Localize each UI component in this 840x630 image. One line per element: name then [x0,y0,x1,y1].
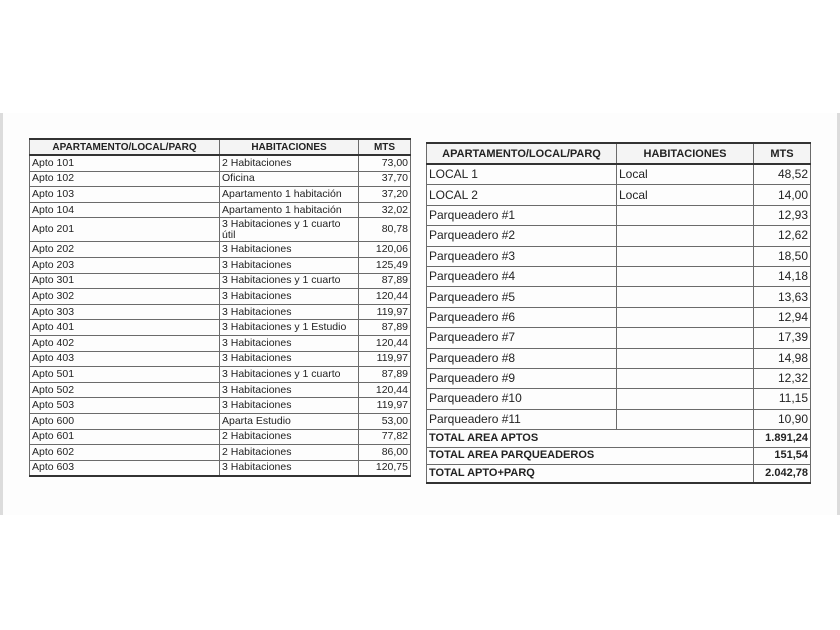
unit-cell: Apto 102 [30,171,220,187]
area-cell: 48,52 [754,164,811,185]
table-row [30,351,411,367]
rooms-cell: 3 Habitaciones [220,289,359,305]
rooms-cell: 3 Habitaciones [220,304,359,320]
table-row [30,382,411,398]
table-row [427,266,811,286]
total-row [427,465,811,483]
column-header: APARTAMENTO/LOCAL/PARQ [427,143,617,164]
unit-cell: Apto 501 [30,367,220,383]
area-cell: 10,90 [754,409,811,429]
table-row [427,164,811,185]
table-row [427,287,811,307]
unit-cell: Apto 600 [30,413,220,429]
area-cell: 86,00 [359,445,411,461]
table-header-row [30,139,411,155]
rooms-cell [617,368,754,388]
table-row [30,320,411,336]
unit-cell: Apto 201 [30,218,220,242]
table-row [30,187,411,203]
table-row [30,257,411,273]
unit-cell: Apto 602 [30,445,220,461]
table-row [427,205,811,225]
area-cell: 119,97 [359,398,411,414]
column-header: MTS [359,139,411,155]
unit-cell: Parqueadero #6 [427,307,617,327]
apartments-table [29,138,411,477]
area-cell: 14,18 [754,266,811,286]
column-header: HABITACIONES [617,143,754,164]
table-row [30,289,411,305]
table-row [427,226,811,246]
area-cell: 125,49 [359,257,411,273]
table-row [427,185,811,205]
column-header: MTS [754,143,811,164]
area-cell: 120,44 [359,382,411,398]
area-cell: 53,00 [359,413,411,429]
rooms-cell: 3 Habitaciones y 1 Estudio [220,320,359,336]
column-header: APARTAMENTO/LOCAL/PARQ [30,139,220,155]
area-cell: 73,00 [359,155,411,171]
total-value: 151,54 [754,447,811,465]
unit-cell: Parqueadero #4 [427,266,617,286]
locales-parking-table [426,142,811,484]
unit-cell: Parqueadero #10 [427,389,617,409]
table-row [30,155,411,171]
rooms-cell: 3 Habitaciones [220,242,359,258]
unit-cell: Parqueadero #3 [427,246,617,266]
rooms-cell [617,328,754,348]
unit-cell: Apto 104 [30,202,220,218]
area-cell: 18,50 [754,246,811,266]
rooms-cell: Aparta Estudio [220,413,359,429]
table-row [30,413,411,429]
area-cell: 119,97 [359,351,411,367]
column-header: HABITACIONES [220,139,359,155]
table-row [427,246,811,266]
area-cell: 12,94 [754,307,811,327]
table-row [30,304,411,320]
unit-cell: Apto 202 [30,242,220,258]
unit-cell: Parqueadero #8 [427,348,617,368]
rooms-cell: Apartamento 1 habitación [220,202,359,218]
unit-cell: Apto 503 [30,398,220,414]
rooms-cell [617,205,754,225]
rooms-cell: 3 Habitaciones y 1 cuarto [220,273,359,289]
table-row [427,368,811,388]
rooms-cell: 3 Habitaciones [220,460,359,476]
unit-cell: Parqueadero #1 [427,205,617,225]
table-row [427,328,811,348]
rooms-cell: Local [617,164,754,185]
area-cell: 120,44 [359,289,411,305]
table-row [30,367,411,383]
unit-cell: Parqueadero #5 [427,287,617,307]
rooms-cell: Oficina [220,171,359,187]
rooms-cell [617,307,754,327]
area-cell: 120,06 [359,242,411,258]
area-cell: 119,97 [359,304,411,320]
area-cell: 14,98 [754,348,811,368]
table-row [30,429,411,445]
table-row [30,218,411,242]
unit-cell: Parqueadero #2 [427,226,617,246]
unit-cell: Apto 502 [30,382,220,398]
table-header-row [427,143,811,164]
unit-cell: LOCAL 2 [427,185,617,205]
rooms-cell: 3 Habitaciones [220,335,359,351]
rooms-cell: Apartamento 1 habitación [220,187,359,203]
table-row [427,307,811,327]
area-cell: 37,70 [359,171,411,187]
total-label: TOTAL AREA APTOS [427,430,754,448]
unit-cell: Apto 603 [30,460,220,476]
area-cell: 87,89 [359,320,411,336]
rooms-cell [617,409,754,429]
rooms-cell [617,287,754,307]
rooms-cell: 3 Habitaciones y 1 cuarto [220,367,359,383]
rooms-cell: 2 Habitaciones [220,429,359,445]
rooms-cell [617,266,754,286]
table-row [30,202,411,218]
table-row [30,273,411,289]
area-cell: 12,32 [754,368,811,388]
total-label: TOTAL APTO+PARQ [427,465,754,483]
unit-cell: Apto 303 [30,304,220,320]
area-cell: 120,75 [359,460,411,476]
area-cell: 77,82 [359,429,411,445]
area-cell: 87,89 [359,273,411,289]
table-row [30,171,411,187]
area-cell: 17,39 [754,328,811,348]
area-cell: 32,02 [359,202,411,218]
area-cell: 12,93 [754,205,811,225]
unit-cell: Apto 203 [30,257,220,273]
total-row [427,447,811,465]
unit-cell: Parqueadero #7 [427,328,617,348]
unit-cell: Apto 601 [30,429,220,445]
table-row [427,409,811,429]
table-row [30,460,411,476]
table-row [30,242,411,258]
unit-cell: Parqueadero #9 [427,368,617,388]
rooms-cell [617,226,754,246]
total-value: 1.891,24 [754,430,811,448]
area-cell: 12,62 [754,226,811,246]
area-cell: 11,15 [754,389,811,409]
unit-cell: Apto 301 [30,273,220,289]
rooms-cell: 3 Habitaciones y 1 cuarto útil [220,218,359,242]
table-row [30,398,411,414]
rooms-cell: 3 Habitaciones [220,382,359,398]
rooms-cell [617,348,754,368]
table-row [427,348,811,368]
rooms-cell: 3 Habitaciones [220,257,359,273]
rooms-cell: 3 Habitaciones [220,398,359,414]
unit-cell: Apto 302 [30,289,220,305]
rooms-cell: 2 Habitaciones [220,445,359,461]
rooms-cell [617,246,754,266]
total-value: 2.042,78 [754,465,811,483]
rooms-cell: 2 Habitaciones [220,155,359,171]
total-label: TOTAL AREA PARQUEADEROS [427,447,754,465]
unit-cell: Apto 103 [30,187,220,203]
area-cell: 87,89 [359,367,411,383]
table-row [427,389,811,409]
area-cell: 80,78 [359,218,411,242]
table-row [30,445,411,461]
area-cell: 37,20 [359,187,411,203]
area-cell: 14,00 [754,185,811,205]
rooms-cell [617,389,754,409]
unit-cell: Apto 401 [30,320,220,336]
table-row [30,335,411,351]
total-row [427,430,811,448]
area-cell: 13,63 [754,287,811,307]
area-cell: 120,44 [359,335,411,351]
unit-cell: Apto 402 [30,335,220,351]
unit-cell: Parqueadero #11 [427,409,617,429]
rooms-cell: Local [617,185,754,205]
rooms-cell: 3 Habitaciones [220,351,359,367]
unit-cell: LOCAL 1 [427,164,617,185]
unit-cell: Apto 101 [30,155,220,171]
unit-cell: Apto 403 [30,351,220,367]
